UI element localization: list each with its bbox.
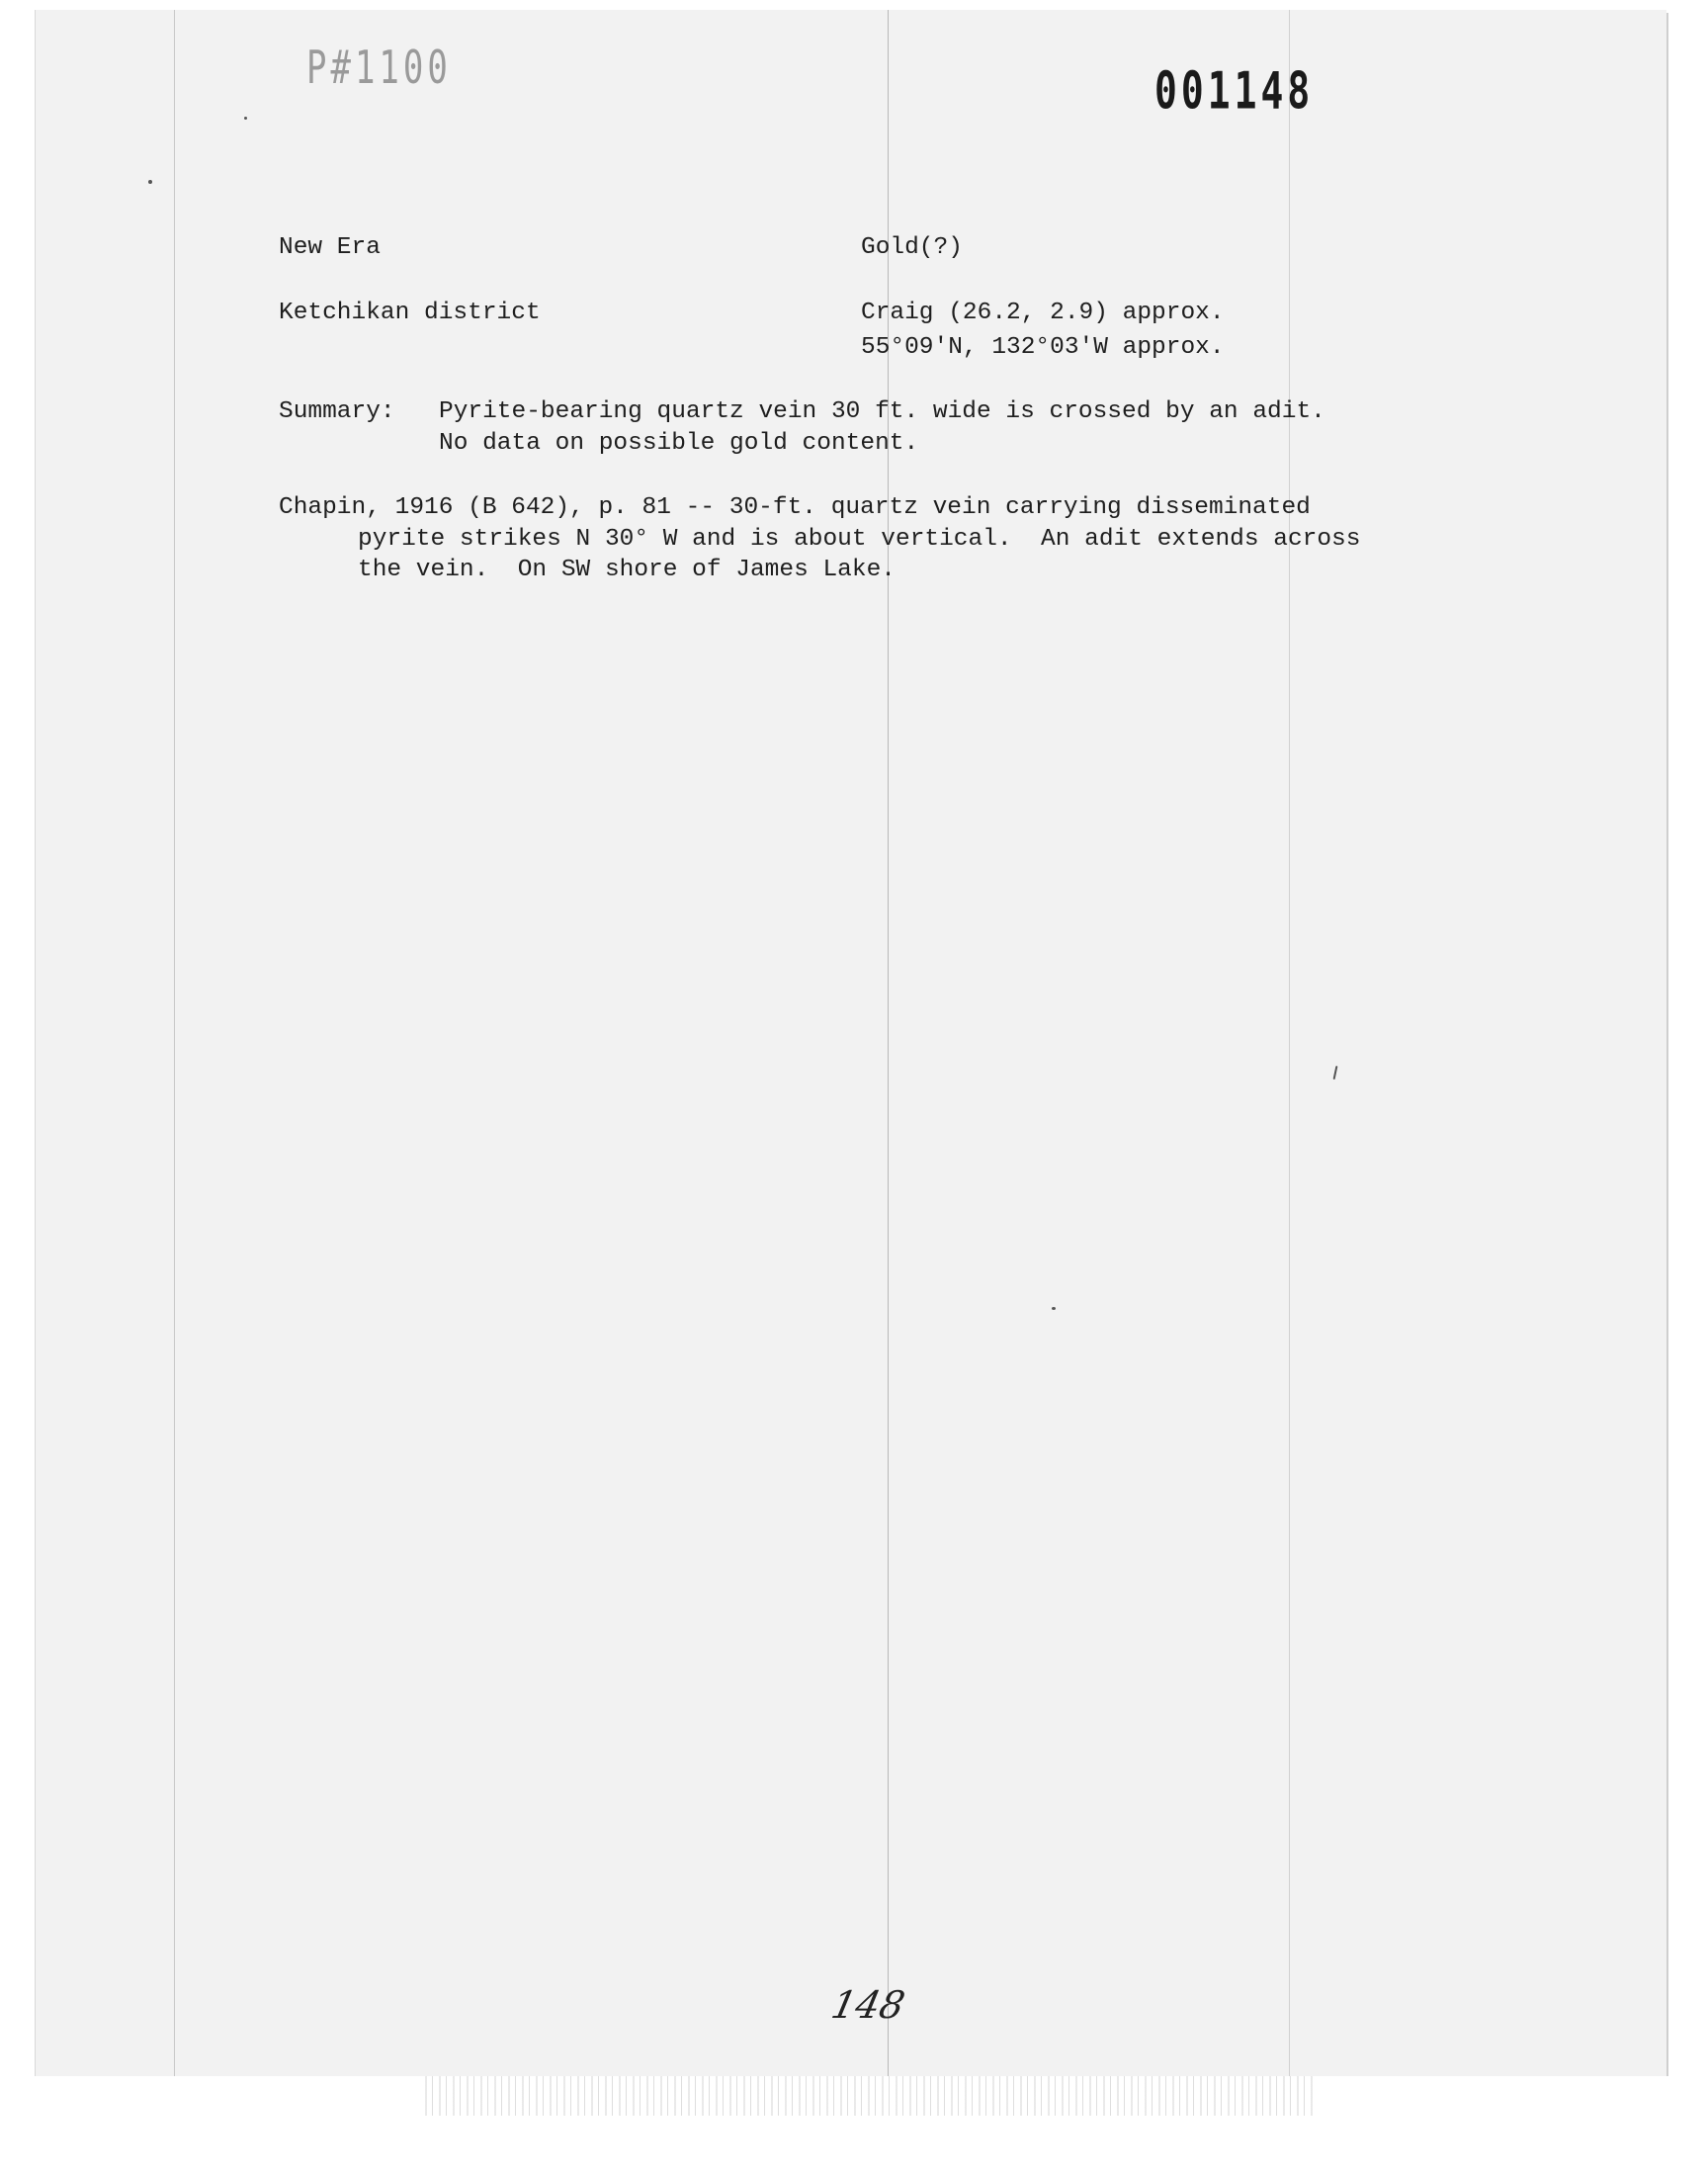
commodity: Gold(?)	[861, 234, 963, 261]
coordinates: 55°09'N, 132°03'W approx.	[861, 334, 1225, 361]
summary-label: Summary:	[279, 398, 395, 425]
deposit-name: New Era	[279, 234, 381, 261]
quadrangle: Craig (26.2, 2.9) approx.	[861, 300, 1225, 326]
scan-speck	[1052, 1307, 1056, 1310]
scan-speck	[148, 180, 152, 184]
handwritten-page-number: 148	[827, 1983, 909, 2027]
district: Ketchikan district	[279, 300, 541, 326]
scan-speck	[244, 117, 247, 120]
scan-artifact-line	[1289, 10, 1290, 2076]
summary-text-line-1: Pyrite-bearing quartz vein 30 ft. wide is crossed by an adit.	[439, 398, 1325, 425]
scan-artifact-bars	[425, 2076, 1315, 2116]
reference-line-1: Chapin, 1916 (B 642), p. 81 -- 30-ft. quartz vein carrying disseminated	[279, 494, 1311, 521]
summary-text-line-2: No data on possible gold content.	[439, 430, 919, 457]
reference-line-2: pyrite strikes N 30° W and is about vertical. An adit extends across	[358, 526, 1361, 553]
reference-line-3: the vein. On SW shore of James Lake.	[358, 557, 896, 583]
stamp-top-right: 001148	[1154, 61, 1315, 121]
stamp-top-left: P#1100	[306, 42, 452, 95]
scan-artifact-line	[174, 10, 175, 2076]
